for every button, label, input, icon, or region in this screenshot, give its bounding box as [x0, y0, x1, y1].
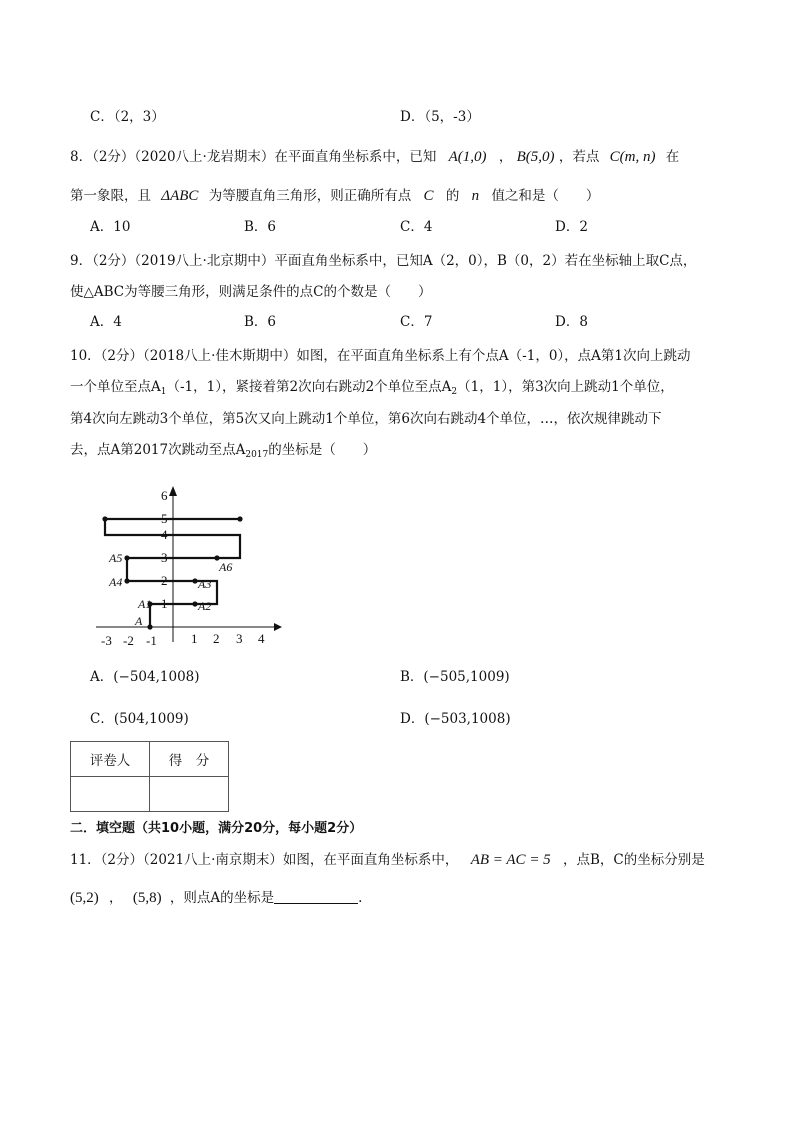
q9-option-c: C．7 — [400, 314, 433, 330]
point-a10 — [237, 516, 242, 521]
q10-line2a: 一个单位至点A — [70, 379, 161, 395]
q11-coord-b: (5,2) — [70, 890, 99, 906]
x-tick-label: -1 — [146, 633, 157, 648]
q8-triangle: ΔABC — [161, 188, 199, 204]
q9-option-b: B．6 — [244, 314, 277, 330]
q8-option-a: A．10 — [90, 219, 131, 235]
q8-mid: ，若点 — [558, 149, 600, 165]
q11-period: . — [358, 890, 363, 906]
q8-option-b: B．6 — [244, 219, 277, 235]
y-tick-label: 2 — [161, 573, 168, 588]
q9-option-a: A．4 — [90, 314, 122, 330]
q8-point-b: B(5,0) — [516, 149, 555, 165]
point-a — [147, 624, 152, 629]
q8-line2b: 为等腰直角三角形，则正确所有点 — [208, 188, 412, 204]
grader-reviewer-header: 评卷人 — [71, 742, 150, 777]
label-a5: A5 — [109, 551, 123, 565]
q10-line4b: 的坐标是（ ） — [268, 442, 377, 458]
q8-option-d: D．2 — [555, 219, 588, 235]
y-tick-label: 4 — [161, 527, 168, 542]
grader-score-header: 得 分 — [150, 742, 229, 777]
q8-prefix: 8．（2分）（2020八上·龙岩期末）在平面直角坐标系中，已知 — [70, 149, 437, 165]
q8-line2a: 第一象限，且 — [70, 188, 151, 204]
q10-line2c: （1，1），第3次向上跳动1个单位， — [457, 379, 674, 395]
x-tick-label: 2 — [213, 631, 220, 646]
y-tick-label: 1 — [161, 596, 168, 611]
y-tick-label: 3 — [161, 550, 168, 565]
label-a3: A3 — [198, 577, 212, 591]
x-axis-arrow — [274, 623, 282, 631]
q10-option-a: A．(−504,1008) — [90, 669, 200, 685]
x-tick-label: -3 — [101, 633, 112, 648]
q11-line2-text: ，则点A的坐标是 — [169, 890, 275, 906]
q10-option-b: B．(−505,1009) — [400, 669, 510, 685]
grader-score-cell[interactable] — [150, 777, 229, 812]
q11-answer-blank[interactable] — [274, 889, 358, 904]
label-a: A — [135, 614, 143, 628]
q8-suffix: 在 — [665, 149, 680, 165]
x-tick-label: 3 — [236, 631, 243, 646]
label-a1: A1 — [138, 597, 152, 611]
label-a2: A2 — [198, 599, 212, 613]
q9-line2: 使△ABC为等腰三角形，则满足条件的点C的个数是（ ） — [70, 284, 432, 300]
q8-point-a: A(1,0) — [448, 149, 487, 165]
label-a6: A6 — [219, 560, 233, 574]
q9-option-d: D．8 — [555, 314, 588, 330]
q11-equation: AB = AC = 5 — [470, 852, 551, 868]
q8-line2 — [70, 187, 599, 205]
q10-line3: 第4次向左跳动3个单位，第5次又向上跳动1个单位，第6次向右跳动4个单位，…，依次规律跳动下 — [70, 411, 662, 427]
q8-var-c: C — [423, 188, 434, 204]
q10-line1: 10．（2分）（2018八上·佳木斯期中）如图，在平面直角坐标系上有个点A（-1，0），点A第1次向上跳动 — [70, 348, 691, 364]
x-tick-label: 1 — [191, 631, 198, 646]
point-a5 — [124, 555, 129, 560]
q10-sub-a1: 1 — [160, 387, 167, 397]
x-tick-label: 4 — [258, 631, 265, 646]
q8-line1 — [70, 148, 679, 166]
label-a4: A4 — [109, 575, 123, 589]
q10-line4a: 去，点A第2017次跳动至点A — [70, 442, 246, 458]
q8-point-c: C(m, n) — [609, 149, 656, 165]
y-tick-label: 5 — [161, 511, 168, 526]
q10-option-d: D．(−503,1008) — [400, 711, 511, 727]
q11-line1a: 11．（2分）（2021八上·南京期末）如图，在平面直角坐标系中， — [70, 852, 459, 868]
point-a2 — [192, 601, 197, 606]
q8-line2c: 的 — [445, 188, 460, 204]
x-tick-label: -2 — [123, 633, 134, 648]
q8-option-c: C．4 — [400, 219, 433, 235]
grader-reviewer-cell[interactable] — [71, 777, 150, 812]
q11-line1b: ，点B，C的坐标分别是 — [562, 852, 705, 868]
q7-option-d: D．（5，-3） — [400, 109, 480, 125]
section2-title: 二．填空题（共10小题，满分20分，每小题2分） — [70, 821, 363, 836]
q10-option-c: C．(504,1009) — [90, 711, 189, 727]
q10-sub-a2017: 2017 — [245, 450, 269, 460]
q8-var-n: n — [471, 188, 480, 204]
q10-line4 — [70, 441, 376, 459]
point-a3 — [192, 578, 197, 583]
grader-table — [70, 741, 229, 812]
point-a9 — [102, 516, 107, 521]
q9-line1: 9．（2分）（2019八上·北京期中）平面直角坐标系中，已知A（2，0），B（0，2）若在坐标轴上取C点， — [70, 253, 697, 269]
q8-comma: ， — [498, 149, 513, 165]
q10-coordinate-figure — [96, 482, 286, 650]
q10-sub-a2: 2 — [451, 387, 458, 397]
q10-line2b: （-1，1），紧接着第2次向右跳动2个单位至点A — [166, 379, 452, 395]
q11-coord-c: (5,8) — [132, 890, 162, 906]
y-tick-label: 6 — [161, 488, 168, 503]
y-axis-arrow — [169, 486, 177, 496]
q8-line2d: 值之和是（ ） — [491, 188, 600, 204]
q11-line1 — [70, 851, 705, 869]
q10-line2 — [70, 378, 674, 396]
point-a4 — [124, 578, 129, 583]
q11-line2 — [70, 889, 362, 907]
q7-option-c: C．（2，3） — [90, 109, 165, 125]
q11-comma: ， — [109, 890, 123, 906]
